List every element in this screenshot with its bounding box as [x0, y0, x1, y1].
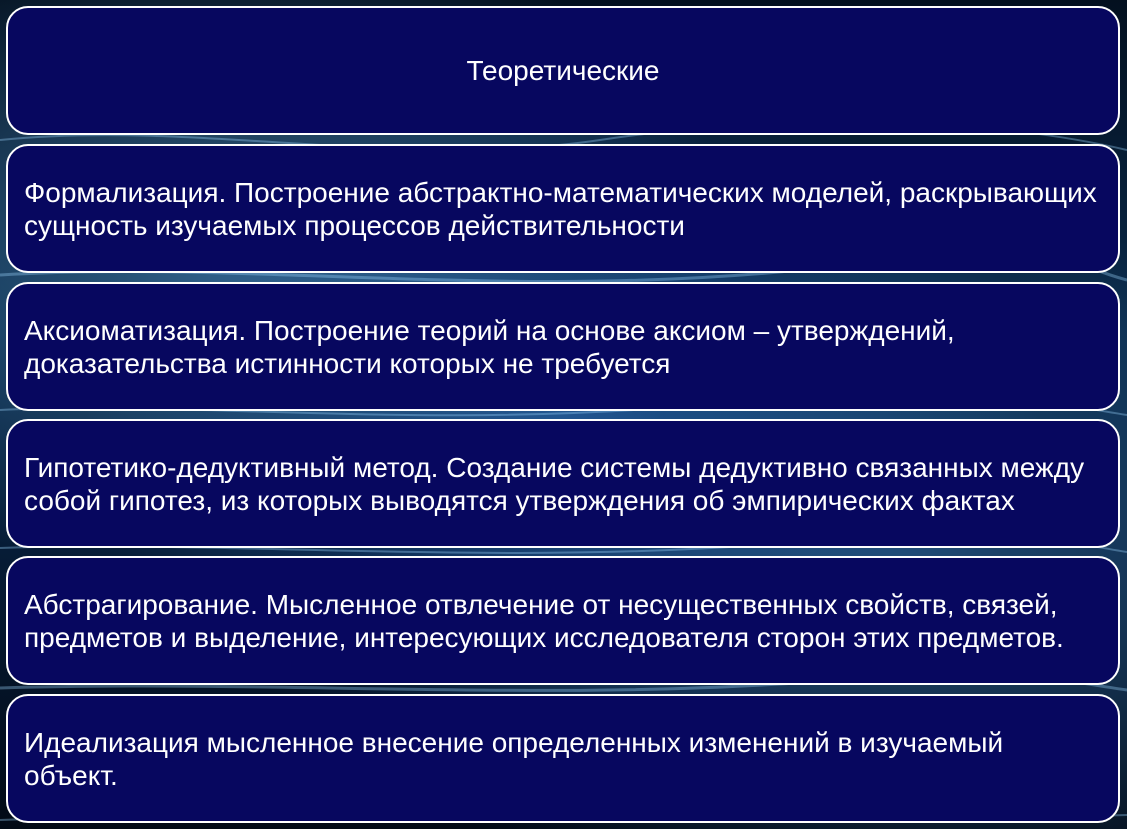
method-text: Аксиоматизация. Построение теорий на основе аксиом – утверждений, доказательства истинности которых не требуется: [24, 314, 955, 379]
method-text: Идеализация мысленное внесение определенных изменений в изучаемый объект.: [24, 726, 1004, 791]
header-box: [6, 6, 1120, 135]
method-box-axiomatization: [6, 282, 1120, 411]
method-box-abstraction: [6, 556, 1120, 685]
method-text: Формализация. Построение абстрактно-математических моделей, раскрывающих сущность изучаемых процессов действительности: [24, 176, 1097, 241]
header-title: Теоретические: [466, 55, 660, 86]
method-text: Гипотетико-дедуктивный метод. Создание системы дедуктивно связанных между собой гипотез, из которых выводятся утверждения об эмпирических фактах: [24, 451, 1085, 516]
method-text: Абстрагирование. Мысленное отвлечение от несущественных свойств, связей, предметов и выделение, интересующих исследователя сторон этих предметов.: [24, 588, 1064, 653]
method-box-hypothetico-deductive: [6, 419, 1120, 548]
method-box-formalization: [6, 144, 1120, 273]
method-box-idealization: [6, 694, 1120, 823]
